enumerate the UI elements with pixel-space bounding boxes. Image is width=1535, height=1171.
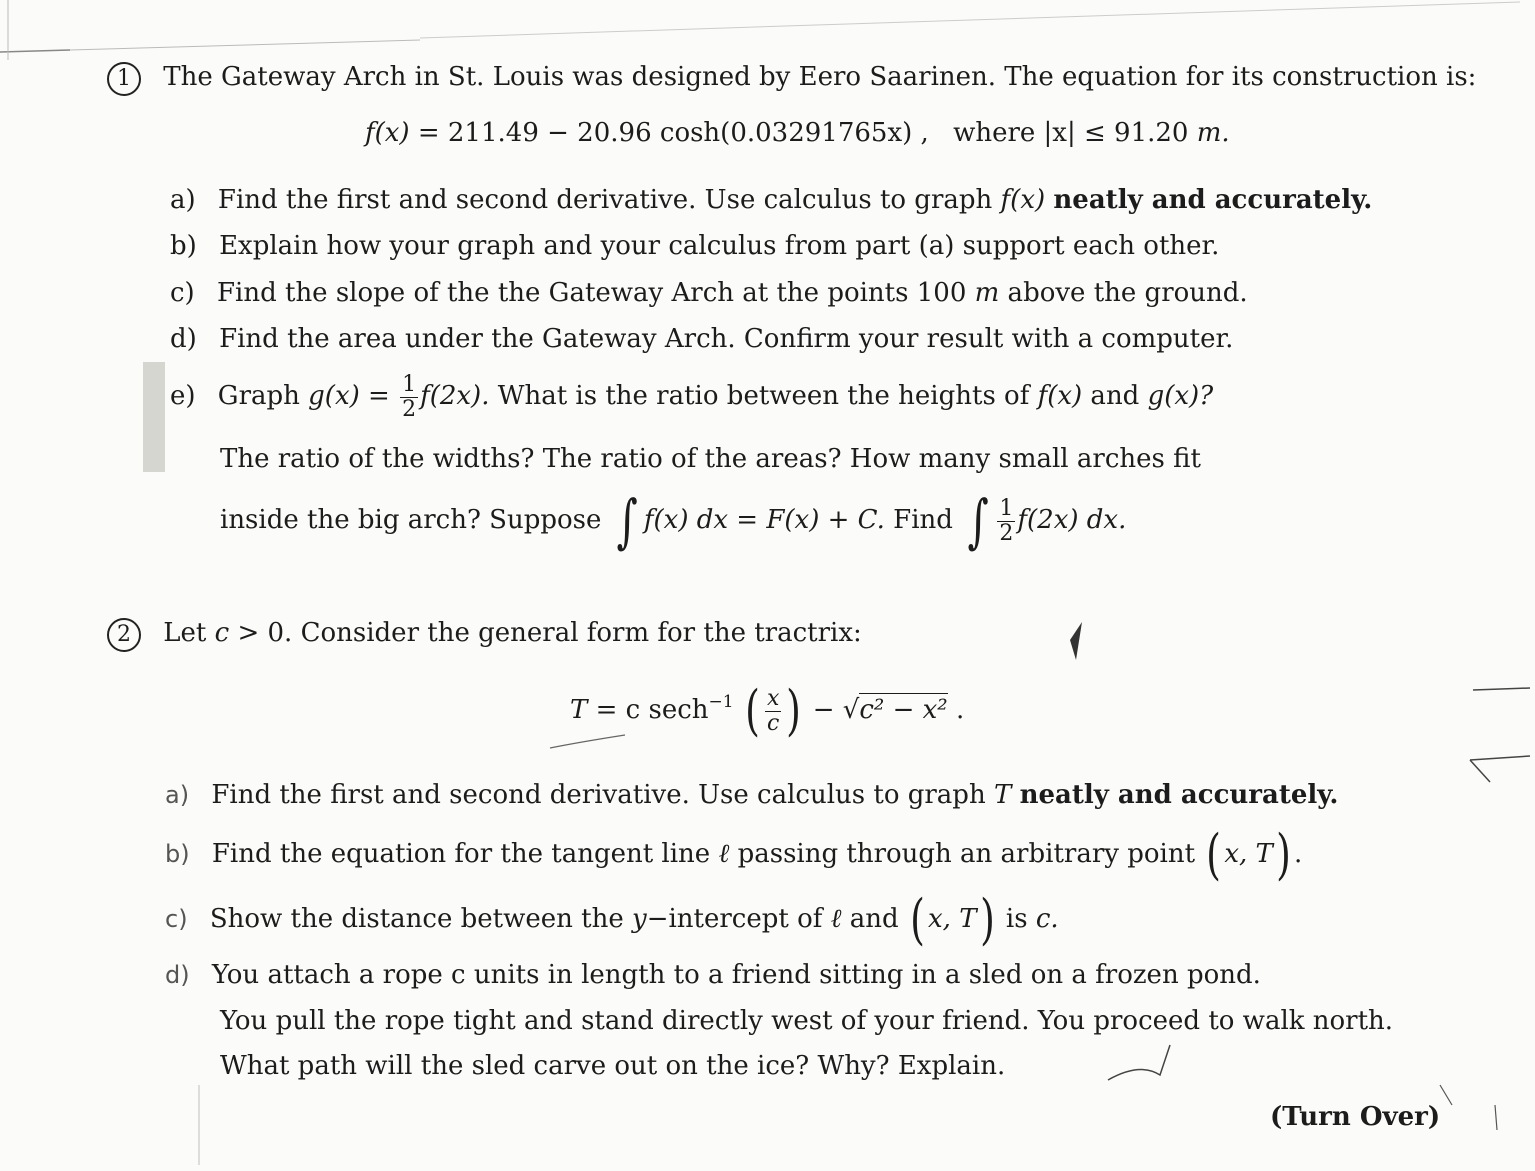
math-period: . <box>947 695 965 725</box>
math-ell: ℓ <box>830 904 842 934</box>
part-text: What is the ratio between the heights of <box>489 381 1038 411</box>
part-text: Find the first and second derivative. Use calculus to graph <box>211 780 994 810</box>
math-fx: f(x) <box>1037 381 1083 411</box>
math-superscript: −1 <box>708 692 734 712</box>
part-text: Graph <box>217 381 309 411</box>
p1-part-e-line2: The ratio of the widths? The ratio of the areas? How many small arches fit <box>220 444 1201 474</box>
problem2-heading <box>107 618 862 652</box>
paren-close: ) <box>979 888 995 951</box>
turn-over-note: (Turn Over) <box>1270 1102 1441 1132</box>
handwritten-label: b) <box>165 840 190 868</box>
math-sech: = c sech <box>587 695 709 725</box>
part-label: e) <box>170 381 196 411</box>
part-text: Explain how your graph and your calculus from part (a) support each other. <box>219 231 1220 261</box>
math-fx: f(x) <box>1000 185 1046 215</box>
sqrt-sign: √ <box>842 695 860 725</box>
p1-part-b <box>170 231 1219 261</box>
math-f2x: f(2x). <box>420 381 490 411</box>
math-gx: g(x) = <box>308 381 390 411</box>
problem2-number: 2 <box>107 618 141 652</box>
part-text: inside the big arch? Suppose <box>220 505 610 535</box>
p1-part-e-line3 <box>220 487 1127 555</box>
p1-part-a <box>170 185 1372 215</box>
equation-where: where |x| ≤ 91.20 <box>953 118 1189 148</box>
fraction-half: $\frac{1}{2}$ <box>402 371 417 422</box>
problem1-equation <box>365 118 1230 148</box>
p2-part-d-line2: You pull the rope tight and stand directly west of your friend. You proceed to walk north. <box>220 1006 1394 1036</box>
part-text-end: above the ground. <box>999 278 1248 308</box>
p2-part-d-line1 <box>165 960 1261 990</box>
part-text: −intercept of <box>646 904 831 934</box>
equation-unit: m. <box>1196 118 1230 148</box>
sqrt-body: c² − x² <box>859 695 948 725</box>
paren-close: ) <box>786 679 802 742</box>
p2-part-c <box>165 888 1059 951</box>
math-c: c. <box>1035 904 1059 934</box>
math-y: y <box>631 904 647 934</box>
emphasis-text: neatly and accurately. <box>1053 185 1373 215</box>
p2-part-b <box>165 823 1303 886</box>
math-T: T <box>570 695 588 725</box>
part-label: b) <box>170 231 197 261</box>
math-c: c <box>214 618 230 648</box>
handwritten-label: c) <box>165 905 188 933</box>
problem1-heading <box>107 62 1476 96</box>
part-label: a) <box>170 185 196 215</box>
part-text: Find the slope of the the Gateway Arch at the points 100 <box>216 278 975 308</box>
p2-part-d-line3: What path will the sled carve out on the ice? Why? Explain. <box>220 1051 1006 1081</box>
integral-sign: ∫ <box>616 487 638 555</box>
part-text-end: . <box>1293 839 1303 869</box>
unit-m: m <box>974 278 1000 308</box>
part-text: You attach a rope c units in length to a friend sitting in a sled on a frozen pond. <box>211 960 1261 990</box>
handwritten-label: d) <box>165 961 190 989</box>
integral-sign: ∫ <box>967 487 989 555</box>
math-point: x, T <box>928 904 977 934</box>
p1-part-c <box>170 278 1248 308</box>
problem2-intro: Let <box>163 618 215 648</box>
p2-part-a <box>165 780 1338 810</box>
paren-open: ( <box>1206 823 1222 886</box>
math-point: x, T <box>1224 839 1273 869</box>
p1-part-d <box>170 324 1233 354</box>
problem1-number: 1 <box>107 62 141 96</box>
equation-rhs: = 211.49 − 20.96 cosh(0.03291765x) , <box>409 118 929 148</box>
math-ell: ℓ <box>718 839 730 869</box>
problem1-intro: The Gateway Arch in St. Louis was designed by Eero Saarinen. The equation for its construction is: <box>163 62 1477 92</box>
part-text: and <box>841 904 907 934</box>
fraction-x-over-c: $\frac{x}{c}$ <box>766 685 780 736</box>
handwritten-label: a) <box>165 781 190 809</box>
part-label: c) <box>170 278 195 308</box>
integral-expression: f(x) dx = F(x) + C. <box>643 505 885 535</box>
part-label: d) <box>170 324 197 354</box>
paren-open: ( <box>745 679 760 742</box>
part-text: Find the first and second derivative. Use calculus to graph <box>217 185 1001 215</box>
equation-lhs: f(x) <box>365 118 410 148</box>
integral-expression: f(2x) dx. <box>1017 505 1127 535</box>
paren-close: ) <box>1276 823 1291 886</box>
paren-open: ( <box>910 888 925 951</box>
emphasis-text: neatly and accurately. <box>1019 780 1339 810</box>
math-gx: g(x)? <box>1147 381 1214 411</box>
part-text: is <box>997 904 1036 934</box>
p1-part-e-line1 <box>170 368 1213 424</box>
part-text: passing through an arbitrary point <box>729 839 1204 869</box>
math-T: T <box>993 780 1012 810</box>
problem2-intro-end: > 0. Consider the general form for the tractrix: <box>229 618 862 648</box>
part-text: and <box>1082 381 1148 411</box>
tractrix-equation <box>570 672 964 740</box>
fraction-half: $\frac{1}{2}$ <box>999 495 1014 546</box>
math-minus: − <box>812 695 843 725</box>
part-text: Find the area under the Gateway Arch. Confirm your result with a computer. <box>219 324 1234 354</box>
part-text: Show the distance between the <box>209 904 632 934</box>
part-text: Find the equation for the tangent line <box>211 839 719 869</box>
part-text: Find <box>893 505 962 535</box>
